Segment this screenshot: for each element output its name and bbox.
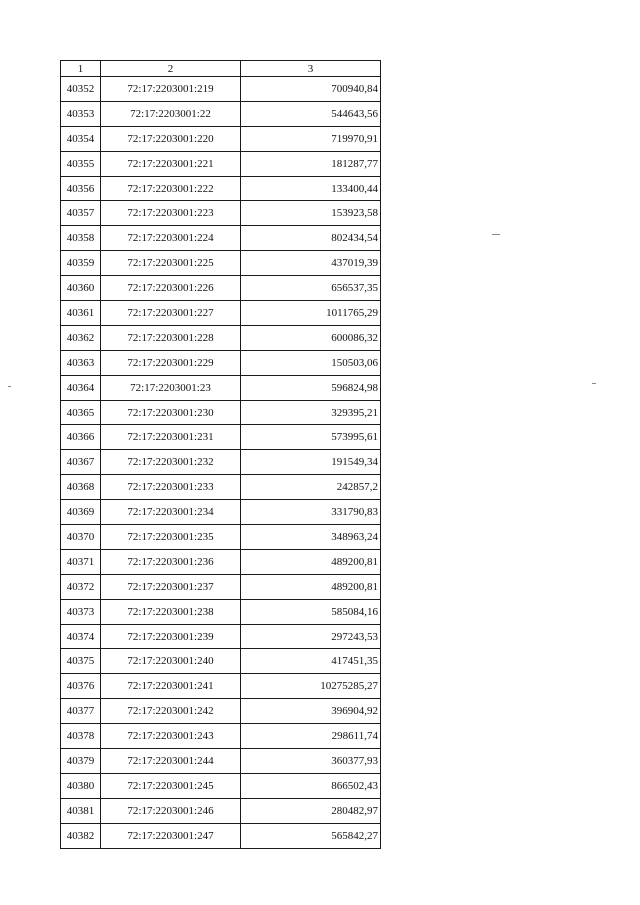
cadastral-number: 72:17:2203001:243 — [101, 724, 241, 749]
cadastral-value: 489200,81 — [241, 574, 381, 599]
cadastral-number: 72:17:2203001:233 — [101, 475, 241, 500]
row-number: 40368 — [61, 475, 101, 500]
cadastral-number: 72:17:2203001:23 — [101, 375, 241, 400]
table-row — [61, 500, 381, 525]
cadastral-value: 329395,21 — [241, 400, 381, 425]
cadastral-value: 417451,35 — [241, 649, 381, 674]
table-row — [61, 574, 381, 599]
scan-speck — [8, 386, 11, 387]
cadastral-number: 72:17:2203001:240 — [101, 649, 241, 674]
cadastral-number: 72:17:2203001:22 — [101, 101, 241, 126]
row-number: 40356 — [61, 176, 101, 201]
row-number: 40363 — [61, 350, 101, 375]
column-header-3: 3 — [241, 61, 381, 77]
row-number: 40378 — [61, 724, 101, 749]
cadastral-value: 242857,2 — [241, 475, 381, 500]
cadastral-number: 72:17:2203001:228 — [101, 325, 241, 350]
cadastral-value: 10275285,27 — [241, 674, 381, 699]
scan-speck — [592, 383, 596, 384]
cadastral-number: 72:17:2203001:219 — [101, 77, 241, 102]
cadastral-value: 133400,44 — [241, 176, 381, 201]
cadastral-value: 1011765,29 — [241, 301, 381, 326]
row-number: 40365 — [61, 400, 101, 425]
cadastral-value: 565842,27 — [241, 823, 381, 848]
cadastral-value: 181287,77 — [241, 151, 381, 176]
table-row — [61, 325, 381, 350]
row-number: 40380 — [61, 773, 101, 798]
cadastral-value: 866502,43 — [241, 773, 381, 798]
row-number: 40374 — [61, 624, 101, 649]
row-number: 40352 — [61, 77, 101, 102]
cadastral-value: 297243,53 — [241, 624, 381, 649]
cadastral-number: 72:17:2203001:244 — [101, 749, 241, 774]
cadastral-number: 72:17:2203001:239 — [101, 624, 241, 649]
table-row — [61, 251, 381, 276]
cadastral-number: 72:17:2203001:220 — [101, 126, 241, 151]
cadastral-value: 396904,92 — [241, 699, 381, 724]
row-number: 40369 — [61, 500, 101, 525]
table-row — [61, 599, 381, 624]
row-number: 40366 — [61, 425, 101, 450]
table-row — [61, 425, 381, 450]
cadastral-number: 72:17:2203001:229 — [101, 350, 241, 375]
cadastral-number: 72:17:2203001:232 — [101, 450, 241, 475]
cadastral-value: 700940,84 — [241, 77, 381, 102]
row-number: 40362 — [61, 325, 101, 350]
row-number: 40370 — [61, 525, 101, 550]
row-number: 40376 — [61, 674, 101, 699]
table-row — [61, 699, 381, 724]
row-number: 40357 — [61, 201, 101, 226]
table-row — [61, 674, 381, 699]
cadastral-number: 72:17:2203001:230 — [101, 400, 241, 425]
cadastral-value: 719970,91 — [241, 126, 381, 151]
table-row — [61, 525, 381, 550]
cadastral-value: 360377,93 — [241, 749, 381, 774]
table-row — [61, 101, 381, 126]
row-number: 40358 — [61, 226, 101, 251]
cadastral-value: 573995,61 — [241, 425, 381, 450]
cadastral-number: 72:17:2203001:227 — [101, 301, 241, 326]
table-row — [61, 624, 381, 649]
table-row — [61, 450, 381, 475]
cadastral-value-table — [60, 60, 381, 849]
cadastral-number: 72:17:2203001:241 — [101, 674, 241, 699]
table-row — [61, 773, 381, 798]
row-number: 40372 — [61, 574, 101, 599]
cadastral-number: 72:17:2203001:224 — [101, 226, 241, 251]
row-number: 40354 — [61, 126, 101, 151]
cadastral-number: 72:17:2203001:235 — [101, 525, 241, 550]
cadastral-number: 72:17:2203001:226 — [101, 276, 241, 301]
table-row — [61, 724, 381, 749]
table-row — [61, 400, 381, 425]
row-number: 40360 — [61, 276, 101, 301]
table-row — [61, 749, 381, 774]
table-row — [61, 126, 381, 151]
cadastral-number: 72:17:2203001:225 — [101, 251, 241, 276]
cadastral-number: 72:17:2203001:231 — [101, 425, 241, 450]
table-row — [61, 226, 381, 251]
table-row — [61, 77, 381, 102]
cadastral-number: 72:17:2203001:247 — [101, 823, 241, 848]
row-number: 40371 — [61, 549, 101, 574]
table-row — [61, 201, 381, 226]
row-number: 40379 — [61, 749, 101, 774]
table-row — [61, 798, 381, 823]
row-number: 40359 — [61, 251, 101, 276]
cadastral-number: 72:17:2203001:246 — [101, 798, 241, 823]
cadastral-value: 348963,24 — [241, 525, 381, 550]
cadastral-value: 191549,34 — [241, 450, 381, 475]
cadastral-value: 331790,83 — [241, 500, 381, 525]
cadastral-value: 280482,97 — [241, 798, 381, 823]
table-row — [61, 350, 381, 375]
cadastral-number: 72:17:2203001:238 — [101, 599, 241, 624]
cadastral-value: 489200,81 — [241, 549, 381, 574]
table-row — [61, 301, 381, 326]
cadastral-number: 72:17:2203001:234 — [101, 500, 241, 525]
column-header-2: 2 — [101, 61, 241, 77]
cadastral-value: 298611,74 — [241, 724, 381, 749]
cadastral-number: 72:17:2203001:242 — [101, 699, 241, 724]
table-row — [61, 823, 381, 848]
table-row — [61, 649, 381, 674]
table-row — [61, 176, 381, 201]
cadastral-value: 802434,54 — [241, 226, 381, 251]
cadastral-value: 437019,39 — [241, 251, 381, 276]
row-number: 40364 — [61, 375, 101, 400]
row-number: 40375 — [61, 649, 101, 674]
table-row — [61, 375, 381, 400]
table-row — [61, 276, 381, 301]
cadastral-value: 585084,16 — [241, 599, 381, 624]
cadastral-number: 72:17:2203001:236 — [101, 549, 241, 574]
cadastral-number: 72:17:2203001:237 — [101, 574, 241, 599]
table-row — [61, 151, 381, 176]
cadastral-number: 72:17:2203001:222 — [101, 176, 241, 201]
row-number: 40382 — [61, 823, 101, 848]
cadastral-number: 72:17:2203001:223 — [101, 201, 241, 226]
cadastral-value: 544643,56 — [241, 101, 381, 126]
table-body — [61, 77, 381, 849]
table-header-row — [61, 61, 381, 77]
row-number: 40381 — [61, 798, 101, 823]
row-number: 40353 — [61, 101, 101, 126]
cadastral-value: 153923,58 — [241, 201, 381, 226]
row-number: 40367 — [61, 450, 101, 475]
row-number: 40355 — [61, 151, 101, 176]
row-number: 40373 — [61, 599, 101, 624]
cadastral-number: 72:17:2203001:245 — [101, 773, 241, 798]
column-header-1: 1 — [61, 61, 101, 77]
cadastral-value: 596824,98 — [241, 375, 381, 400]
cadastral-value: 150503,06 — [241, 350, 381, 375]
row-number: 40361 — [61, 301, 101, 326]
cadastral-value: 600086,32 — [241, 325, 381, 350]
cadastral-value: 656537,35 — [241, 276, 381, 301]
row-number: 40377 — [61, 699, 101, 724]
cadastral-number: 72:17:2203001:221 — [101, 151, 241, 176]
scan-speck — [492, 234, 500, 235]
table-row — [61, 549, 381, 574]
table-row — [61, 475, 381, 500]
